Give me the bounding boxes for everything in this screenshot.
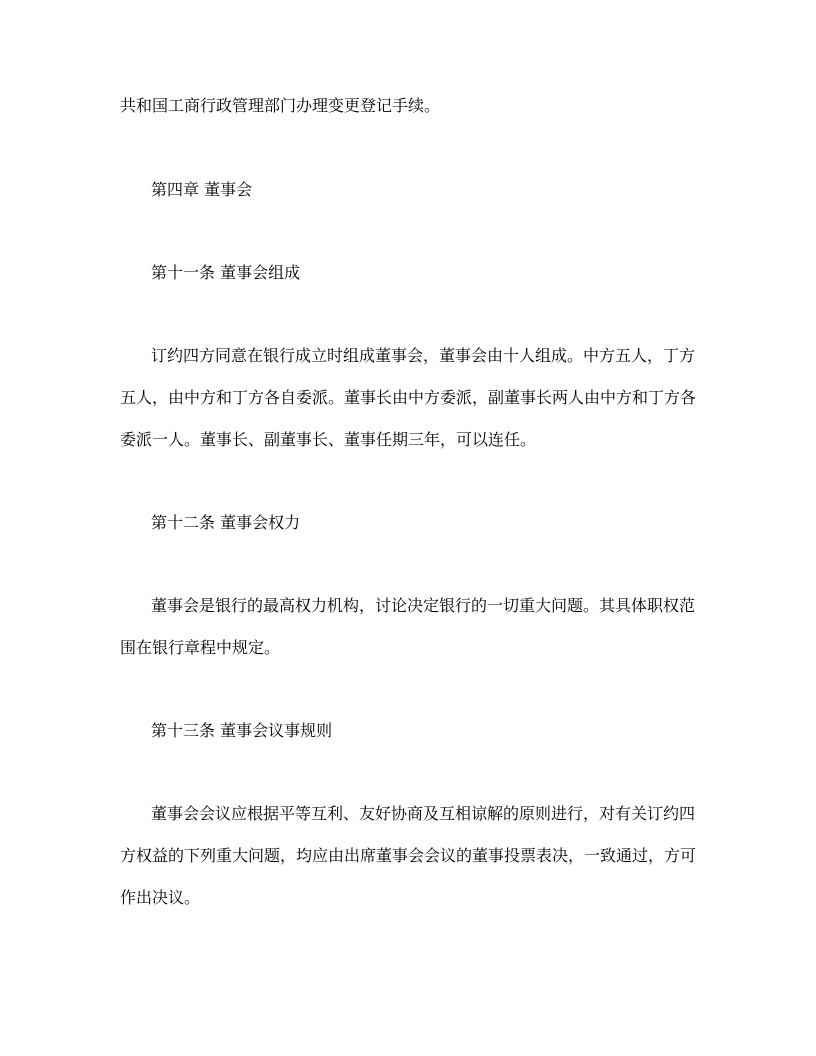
paragraph-line: 围在银行章程中规定。 — [120, 638, 281, 657]
paragraph-line: 订约四方同意在银行成立时组成董事会，董事会由十人组成。中方五人，丁方 — [151, 346, 696, 365]
paragraph-line: 五人，由中方和丁方各自委派。董事长由中方委派，副董事长两人由中方和丁方各 — [120, 388, 697, 407]
paragraph-continuation-line: 共和国工商行政管理部门办理变更登记手续。 — [120, 96, 441, 115]
paragraph-line: 方权益的下列重大问题，均应由出席董事会会议的董事投票表决，一致通过，方可 — [120, 846, 697, 865]
paragraph-line: 董事会会议应根据平等互利、友好协商及互相谅解的原则进行，对有关订约四 — [151, 804, 696, 823]
article-heading: 第十二条 董事会权力 — [151, 513, 301, 532]
chapter-heading: 第四章 董事会 — [151, 180, 253, 199]
article-heading: 第十三条 董事会议事规则 — [151, 721, 333, 740]
paragraph-line: 委派一人。董事长、副董事长、董事任期三年，可以连任。 — [120, 430, 537, 449]
paragraph-line: 董事会是银行的最高权力机构，讨论决定银行的一切重大问题。其具体职权范 — [151, 596, 696, 615]
paragraph-line: 作出决议。 — [120, 888, 201, 907]
article-heading: 第十一条 董事会组成 — [151, 263, 301, 282]
